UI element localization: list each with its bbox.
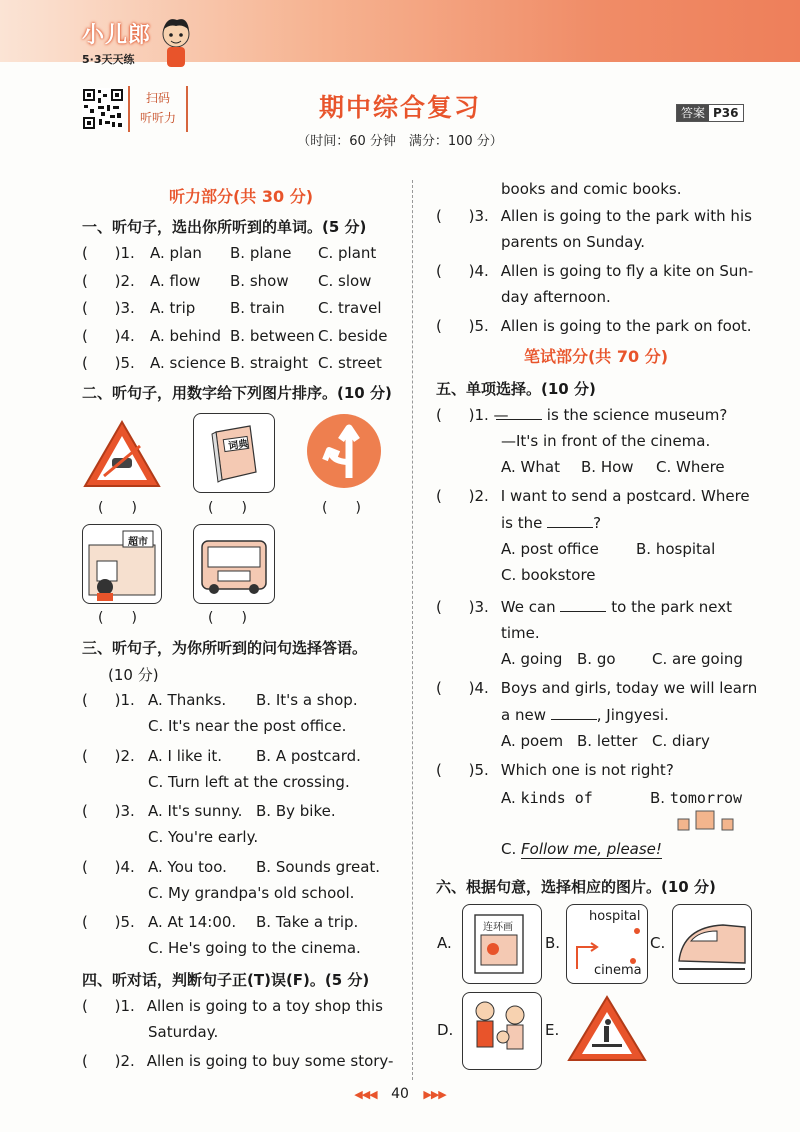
page-number: 40 (391, 1086, 409, 1102)
q5-option-a: A. kinds of (501, 789, 593, 807)
comic-book-label: 连环画 (483, 922, 513, 933)
answer-paren: ( ) (208, 500, 247, 516)
logo-sub-text: 5·3天天练 (82, 53, 135, 66)
tone-boxes-icon (676, 809, 738, 833)
option-label-c: C. (650, 934, 666, 952)
writing-title: 笔试部分(共 70 分) (523, 347, 669, 366)
train-picture (672, 904, 752, 984)
section2-heading: 二、听句子，用数字给下列图片排序。(10 分) (82, 384, 392, 402)
dictionary-picture (193, 413, 275, 493)
bus-icon (194, 525, 274, 603)
bullet-train-icon (673, 905, 751, 983)
list-item: ( )3. Allen is going to the park with his parents on Sunday. (436, 207, 752, 251)
section4-list-right (436, 207, 756, 345)
list-item: ( )1. A. plan B. plane C. plant (82, 244, 377, 262)
list-item: ( )4. Allen is going to fly a kite on Sun- day afternoon. (436, 262, 754, 306)
family-icon (463, 993, 541, 1069)
turn-left-or-straight-sign-icon (305, 412, 383, 490)
supermarket-icon (83, 525, 161, 603)
page-footer (0, 1086, 800, 1102)
scan-text-2: 听听力 (139, 111, 176, 125)
section3-heading-points: (10 分) (108, 666, 159, 684)
list-item: ( )5. Allen is going to the park on foot. (436, 317, 752, 335)
section4-list-left (82, 997, 402, 1082)
bus-picture (193, 524, 275, 604)
supermarket-label: 超市 (128, 537, 148, 548)
cinema-label: cinema (594, 963, 642, 978)
list-item: ( )4. A. You too. B. Sounds great. C. My grandpa's old school. (82, 857, 381, 902)
next-arrows-icon: ▶▶▶ (423, 1088, 446, 1101)
list-item: ( )2. A. I like it. B. A postcard. C. Turn left at the crossing. (82, 746, 361, 791)
answer-page: P36 (709, 105, 743, 121)
answer-label: 答案 (677, 105, 709, 121)
list-item: ( )3. A. trip B. train C. travel (82, 299, 382, 317)
answer-blank[interactable] (560, 597, 606, 612)
option-label-a: A. (437, 934, 452, 952)
question-5: ( )5. Which one is not right? (436, 761, 674, 779)
page-subtitle: （时间：60 分钟 满分：100 分） (297, 134, 503, 149)
list-item: ( )2. A. flow B. show C. slow (82, 271, 372, 290)
pedestrian-crossing-sign-icon (566, 994, 648, 1064)
mascot-icon (155, 14, 197, 70)
option-label-e: E. (545, 1021, 560, 1039)
page-title: 期中综合复习 (318, 93, 481, 122)
answer-paren: ( ) (98, 500, 137, 516)
hospital-label: hospital (589, 909, 641, 924)
listening-title: 听力部分(共 30 分) (168, 187, 314, 206)
answer-paren: ( ) (98, 610, 137, 626)
question-4: ( )4. Boys and girls, today we will learn a new , Jingyesi. A. poem B. letter C. diary (436, 679, 758, 750)
prev-arrows-icon: ◀◀◀ (354, 1088, 377, 1101)
dictionary-label: 词典 (227, 438, 249, 453)
comic-book-picture (462, 904, 542, 984)
family-picture (462, 992, 542, 1070)
answer-paren: ( ) (322, 500, 361, 516)
question-2: ( )2. I want to send a postcard. Where is the ? A. post office B. hospital C. bookstore (436, 487, 750, 584)
question-1: ( )1. — is the science museum? —It's in front of the cinema. A. What B. How C. Where (436, 406, 728, 476)
list-item: ( )4. A. behind B. between C. beside (82, 326, 388, 345)
answer-paren: ( ) (208, 610, 247, 626)
answer-blank[interactable] (551, 705, 597, 720)
answer-blank[interactable] (496, 405, 542, 420)
supermarket-picture (82, 524, 162, 604)
list-item: ( )2. Allen is going to buy some story- (82, 1052, 394, 1070)
q5-option-c: C. Follow me, please! (501, 840, 662, 858)
section5-heading: 五、单项选择。(10 分) (436, 380, 596, 398)
answer-blank[interactable] (547, 513, 593, 528)
section4-heading: 四、听对话，判断句子正(T)误(F)。(5 分) (82, 971, 370, 989)
section3-heading: 三、听句子，为你所听到的问句选择答语。 (82, 639, 368, 657)
question-3: ( )3. We can to the park next time. A. going B. go C. are going (436, 598, 743, 668)
list-item: ( )1. A. Thanks. B. It's a shop. C. It's near the post office. (82, 691, 358, 735)
dictionary-icon (194, 414, 274, 492)
section1-heading: 一、听句子，选出你所听到的单词。(5 分) (82, 218, 367, 236)
list-item: ( )1. Allen is going to a toy shop this Saturday. (82, 997, 383, 1041)
comic-book-icon (463, 905, 541, 983)
s4-item2-continuation: books and comic books. (501, 180, 682, 198)
list-item: ( )3. A. It's sunny. B. By bike. C. You're early. (82, 802, 336, 846)
option-label-d: D. (437, 1021, 454, 1039)
q5-option-b: B. tomorrow (650, 789, 743, 807)
column-divider (412, 180, 413, 1080)
option-label-b: B. (545, 934, 561, 952)
list-item: ( )5. A. At 14:00. B. Take a trip. C. He's going to the cinema. (82, 913, 361, 957)
list-item: ( )5. A. science B. straight C. street (82, 354, 382, 372)
section3-list (82, 691, 402, 969)
direction-map-picture (566, 904, 648, 984)
section6-heading: 六、根据句意，选择相应的图片。(10 分) (436, 878, 716, 896)
logo-main-text: 小儿郎 (82, 23, 152, 48)
no-hand-sign-icon (82, 418, 162, 490)
answer-page-tag (676, 104, 744, 122)
section1-list (82, 244, 402, 382)
scan-text-1: 扫码 (145, 91, 170, 105)
